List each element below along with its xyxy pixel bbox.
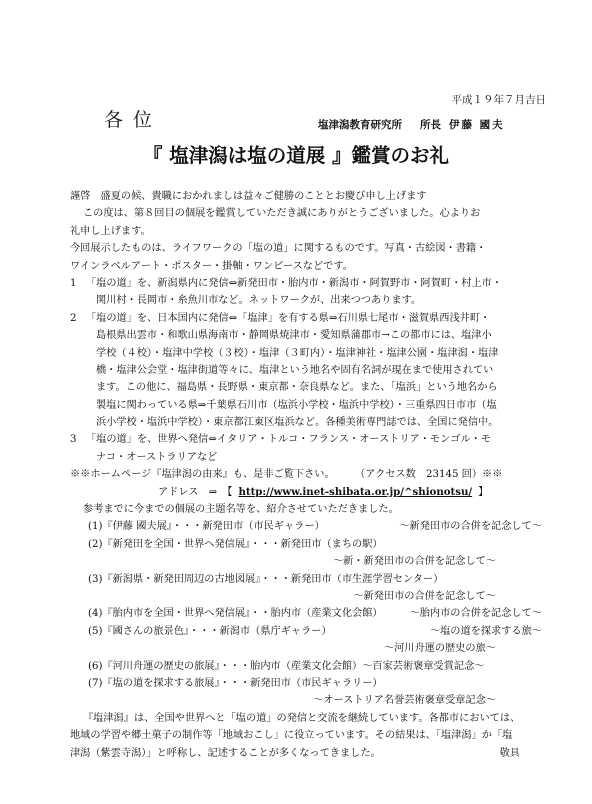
item-text: 「塩の道」を、世界へ発信⇔イタリア・トルコ・フランス・オーストリア・モンゴル・モ (86, 434, 492, 446)
item-number: 2 (70, 312, 77, 324)
exhibition-item: (3)『新潟県・新発田周辺の古地図展』・・・新発田市（市生涯学習センター） (88, 573, 444, 585)
item-number: 3 (70, 434, 77, 446)
closing-text: 『塩津潟』は、全国や世界へと「塩の道」の発信と交流を継続しています。各都市においては、 (83, 712, 521, 724)
homepage-address (70, 484, 542, 501)
intro-text: この度は、第８回目の個展を鑑賞していただき誠にありがとうございました。心よりお (83, 208, 481, 220)
exhibition-item: (7)『塩の道を探求する旅展』・・・新発田市（市民ギャラリー） (88, 677, 383, 689)
sender-role: 所長 (420, 119, 441, 131)
item-text: 関川村・長岡市・糸魚川市など。ネットワークが、出来つつあります。 (96, 295, 422, 307)
item-number: 1 (70, 277, 77, 289)
item-text: 製塩に関わっている県⇒千葉県石川市（塩浜小学校・塩浜中学校）・三重県四日市市（塩 (96, 399, 497, 411)
intro-greeting: 謹啓 盛夏の候、貴職におかれましは益々ご健勝のこととお慶び申し上げます (70, 191, 427, 202)
exhibition-item (70, 623, 542, 640)
exhibition-note: ～新発田市の合併を記念して～ (399, 521, 542, 533)
exhibition-note: ～新・新発田市の合併を記念して～ (333, 556, 496, 568)
list-item-1 (70, 275, 542, 292)
exhibition-item (70, 518, 542, 535)
exhibition-title: (4)『胎内市を全国・世界へ発信展』・・胎内市（産業文化会館） (88, 608, 383, 620)
item-text: 浜小学校・塩浜中学校）・東京都江東区塩浜など。各種美術専門誌では、全国に発信中。 (96, 417, 499, 429)
sender-name: 伊藤 國夫 (449, 119, 505, 131)
item-text: 「塩の道」を、日本国内に発信⇔「塩津」を有する県⇒石川県七尾市・滋賀県西浅井町・ (86, 312, 491, 324)
homepage-link[interactable]: http://www.inet-shibata.or.jp/^shionotsu/ (238, 485, 473, 498)
letter-date: 平成１９年７月吉日 (451, 94, 546, 106)
intro-text: 今回展示したものは、ライフワークの「塩の道」に関するものです。写真・古絵図・書籍・ (70, 243, 487, 255)
addressee: 各位 (104, 109, 163, 131)
exhibition-note: ～オーストリア名誉芸術褒章受章記念～ (313, 695, 496, 707)
sender-org: 塩津潟教育研究所 (318, 119, 402, 131)
list-item-2 (70, 310, 542, 327)
closing-keigu: 敬具 (499, 747, 520, 759)
item-text: ナコ・オーストラリアなど (96, 451, 218, 463)
item-text: 学校（４校）・塩津中学校（３校）・塩津（３町内）・塩津神社・塩津公園・塩津潟・塩津 (96, 347, 499, 359)
letter-body (70, 188, 542, 762)
exhibition-note: ～胎内市の合併を記念して～ (409, 608, 542, 620)
exhibition-item (70, 605, 542, 622)
exhibition-note: ～塩の道を探求する旅～ (429, 625, 542, 637)
closing-text: 地域の学習や郷土菓子の制作等「地域おこし」に役立っています。その結果は、「塩津潟」か「塩 (70, 730, 513, 742)
list-item-3 (70, 431, 542, 448)
exhibition-item: (2)『新発田を全国・世界へ発信展』・・・新発田市（まちの駅） (88, 538, 383, 550)
address-label: アドレス ⇒ 【 (158, 486, 233, 498)
exhibition-note: ～河川舟運の歴史の旅～ (383, 643, 496, 655)
exhibition-title: (5)『國さんの旅景色』・・・新潟市（県庁ギャラー） (88, 625, 332, 637)
homepage-note: ※※ホームページ『塩津潟の由来』も、是非ご覧下さい。 （アクセス数 23145 回）※※ (70, 469, 503, 481)
letter-title: 『 塩津潟は塩の道展 』鑑賞のお礼 (142, 144, 450, 167)
exhibition-title: (1)『伊藤 國夫展』・・・新発田市（市民ギャラー） (88, 521, 325, 533)
exhibition-item: (6)『河川舟運の歴史の旅展』・・・胎内市（産業文化会館）～百家芸術褒章受賞記念～ (88, 660, 485, 672)
intro-text: 礼申し上げます。 (70, 225, 151, 237)
exhibition-note: ～新発田市の合併を記念して～ (353, 590, 496, 602)
closing-text (70, 745, 542, 762)
closing-line: 津潟（紫雲寺潟）」と呼称し、記述することが多くなってきました。 (70, 747, 381, 759)
item-text: 橋・塩津公会堂・塩津街道等々に、塩津という地名や固有名詞が現在まで使用されてい (96, 364, 494, 376)
item-text: 島根県出雲市・和歌山県海南市・静岡県焼津市・愛知県蒲郡市→この都市には、塩津小 (96, 330, 492, 342)
sender (318, 117, 505, 134)
intro-text: ワインラベルアート・ポスター・掛軸・ワンピースなどです。 (70, 260, 353, 272)
item-text: 「塩の道」を、新潟県内に発信⇔新発田市・胎内市・新潟市・阿賀野市・阿賀町・村上市・ (86, 277, 503, 289)
exhibitions-intro: 参考までに今までの個展の主題名等を、紹介させていただきました。 (83, 504, 399, 516)
address-bracket: 】 (478, 486, 489, 498)
item-text: ます。この他に、福島県・長野県・東京都・奈良県など。また、「塩浜」という地名から (96, 382, 498, 394)
